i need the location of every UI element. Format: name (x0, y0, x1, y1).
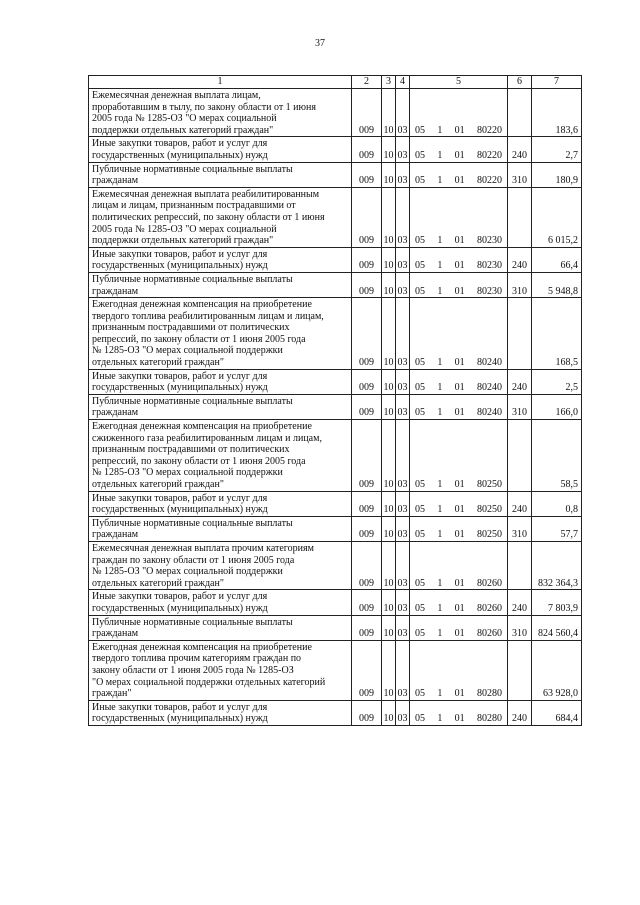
cell-c4: 03 (396, 369, 410, 394)
row-name-line: государственных (муниципальных) нужд (92, 382, 268, 394)
row-name (89, 420, 352, 492)
table-row (89, 700, 582, 725)
cell-amount: 6 015,2 (532, 187, 582, 247)
target-article-part: 01 (454, 285, 465, 297)
target-article-part: 05 (415, 235, 425, 247)
cell-c2: 009 (352, 369, 382, 394)
target-article-part: 05 (415, 688, 425, 700)
target-article-part: 05 (415, 175, 425, 187)
cell-target-article (410, 541, 508, 589)
table-row (89, 272, 582, 297)
target-article-part: 01 (454, 577, 465, 589)
cell-expense-type: 240 (508, 369, 532, 394)
target-article-part: 01 (454, 149, 465, 161)
cell-target-article (410, 491, 508, 516)
cell-c3: 10 (382, 162, 396, 187)
row-name-line: гражданам (92, 175, 139, 187)
page-number: 37 (315, 38, 325, 49)
target-article-part: 01 (454, 688, 465, 700)
cell-c3: 10 (382, 491, 396, 516)
cell-amount: 824 560,4 (532, 615, 582, 640)
cell-amount: 63 928,0 (532, 640, 582, 700)
target-article-part: 05 (415, 407, 425, 419)
row-name-line: Ежемесячная денежная выплата лицам, (92, 90, 261, 101)
cell-c3: 10 (382, 272, 396, 297)
cell-amount: 2,7 (532, 137, 582, 162)
target-article-part: 1 (437, 124, 443, 136)
row-name-line: репрессий, по закону области от 1 июня 2005 года (92, 333, 306, 345)
row-name (89, 187, 352, 247)
row-name-line: Иные закупки товаров, работ и услуг для (92, 492, 268, 504)
cell-amount: 57,7 (532, 516, 582, 541)
target-article-part: 1 (437, 628, 443, 640)
table-row (89, 491, 582, 516)
row-name-line: проработавшим в тылу, по закону области от 1 июня (92, 101, 316, 113)
row-name-line: признанным пострадавшими от политических (92, 322, 290, 334)
cell-expense-type: 310 (508, 516, 532, 541)
table-row (89, 89, 582, 137)
cell-c3: 10 (382, 137, 396, 162)
target-article-part: 1 (437, 235, 443, 247)
row-name (89, 700, 352, 725)
cell-expense-type: 240 (508, 137, 532, 162)
target-article-part: 1 (437, 529, 443, 541)
cell-expense-type: 240 (508, 700, 532, 725)
row-name-line: гражданам (92, 529, 139, 541)
row-name-line: государственных (муниципальных) нужд (92, 260, 268, 272)
cell-expense-type: 310 (508, 394, 532, 419)
cell-expense-type (508, 640, 532, 700)
row-name-line: гражданам (92, 628, 139, 640)
cell-c4: 03 (396, 640, 410, 700)
cell-c3: 10 (382, 640, 396, 700)
row-name (89, 516, 352, 541)
cell-amount: 66,4 (532, 247, 582, 272)
column-header: 5 (410, 76, 508, 89)
target-article-part: 80240 (476, 357, 502, 369)
cell-c2: 009 (352, 298, 382, 370)
row-name (89, 541, 352, 589)
target-article-part: 80280 (476, 688, 502, 700)
cell-amount: 684,4 (532, 700, 582, 725)
cell-target-article (410, 298, 508, 370)
row-name-line: государственных (муниципальных) нужд (92, 504, 268, 516)
target-article-part: 80250 (476, 479, 502, 490)
cell-expense-type (508, 420, 532, 492)
target-article-part: 05 (415, 529, 425, 541)
row-name-line: отдельных категорий граждан" (92, 357, 224, 369)
cell-c2: 009 (352, 541, 382, 589)
target-article-part: 01 (454, 529, 465, 541)
cell-target-article (410, 247, 508, 272)
row-name-line: 2005 года № 1285-ОЗ "О мерах социальной (92, 223, 277, 235)
table-row (89, 420, 582, 492)
row-name-line: № 1285-ОЗ "О мерах социальной поддержки (92, 566, 283, 578)
cell-c2: 009 (352, 700, 382, 725)
row-name-line: лицам и лицам, признанным пострадавшими от (92, 200, 296, 212)
cell-c4: 03 (396, 516, 410, 541)
target-article-part: 05 (415, 124, 425, 136)
target-article-part: 01 (454, 382, 465, 394)
cell-target-article (410, 162, 508, 187)
target-article-part: 1 (437, 713, 443, 725)
cell-c3: 10 (382, 615, 396, 640)
cell-target-article (410, 516, 508, 541)
row-name-line: Публичные нормативные социальные выплаты (92, 273, 293, 285)
cell-c2: 009 (352, 615, 382, 640)
cell-amount: 832 364,3 (532, 541, 582, 589)
cell-c4: 03 (396, 615, 410, 640)
cell-target-article (410, 615, 508, 640)
row-name (89, 615, 352, 640)
cell-c3: 10 (382, 516, 396, 541)
cell-target-article (410, 272, 508, 297)
cell-amount: 180,9 (532, 162, 582, 187)
cell-c2: 009 (352, 590, 382, 615)
target-article-part: 80240 (476, 382, 502, 394)
target-article-part: 05 (415, 628, 425, 640)
row-name (89, 162, 352, 187)
table-row (89, 369, 582, 394)
row-name-line: Иные закупки товаров, работ и услуг для (92, 248, 268, 260)
column-header: 6 (508, 76, 532, 89)
row-name-line: закону области от 1 июня 2005 года № 1285-ОЗ (92, 664, 294, 676)
row-name-line: признанным пострадавшими от политических (92, 444, 290, 456)
cell-c3: 10 (382, 187, 396, 247)
target-article-part: 01 (454, 479, 465, 490)
table-row (89, 187, 582, 247)
cell-c3: 10 (382, 298, 396, 370)
cell-c3: 10 (382, 394, 396, 419)
cell-c4: 03 (396, 187, 410, 247)
target-article-part: 05 (415, 149, 425, 161)
cell-c4: 03 (396, 541, 410, 589)
cell-c3: 10 (382, 541, 396, 589)
row-name-line: гражданам (92, 285, 139, 297)
cell-c2: 009 (352, 187, 382, 247)
table-row (89, 394, 582, 419)
row-name-line: Публичные нормативные социальные выплаты (92, 616, 293, 628)
cell-c4: 03 (396, 162, 410, 187)
target-article-part: 05 (415, 479, 425, 490)
target-article-part: 1 (437, 577, 443, 589)
table-row (89, 541, 582, 589)
cell-expense-type (508, 187, 532, 247)
cell-amount: 0,8 (532, 491, 582, 516)
cell-amount: 5 948,8 (532, 272, 582, 297)
table-row (89, 516, 582, 541)
row-name (89, 491, 352, 516)
budget-table (88, 75, 582, 726)
cell-c4: 03 (396, 420, 410, 492)
table-row (89, 162, 582, 187)
row-name-line: Иные закупки товаров, работ и услуг для (92, 138, 268, 150)
cell-expense-type: 240 (508, 590, 532, 615)
cell-c4: 03 (396, 137, 410, 162)
cell-expense-type (508, 89, 532, 137)
cell-c2: 009 (352, 491, 382, 516)
cell-c3: 10 (382, 700, 396, 725)
cell-c3: 10 (382, 590, 396, 615)
row-name (89, 247, 352, 272)
table-header-row (89, 76, 582, 89)
row-name-line: государственных (муниципальных) нужд (92, 149, 268, 161)
cell-c2: 009 (352, 89, 382, 137)
target-article-part: 1 (437, 175, 443, 187)
cell-expense-type: 240 (508, 491, 532, 516)
target-article-part: 05 (415, 285, 425, 297)
cell-c4: 03 (396, 491, 410, 516)
table-row (89, 137, 582, 162)
cell-c4: 03 (396, 590, 410, 615)
cell-target-article (410, 590, 508, 615)
target-article-part: 1 (437, 479, 443, 490)
row-name-line: Ежемесячная денежная выплата реабилитированным (92, 188, 320, 200)
row-name (89, 89, 352, 137)
table-row (89, 247, 582, 272)
row-name-line: Публичные нормативные социальные выплаты (92, 517, 293, 529)
row-name-line: Публичные нормативные социальные выплаты (92, 163, 293, 175)
cell-c3: 10 (382, 420, 396, 492)
row-name-line: 2005 года № 1285-ОЗ "О мерах социальной (92, 113, 277, 125)
cell-c2: 009 (352, 394, 382, 419)
target-article-part: 1 (437, 260, 443, 272)
target-article-part: 80220 (476, 149, 502, 161)
row-name-line: государственных (муниципальных) нужд (92, 713, 268, 725)
row-name-line: политических репрессий, по закону области от 1 июня (92, 211, 325, 223)
column-header: 4 (396, 76, 410, 89)
row-name-line: Иные закупки товаров, работ и услуг для (92, 370, 268, 382)
cell-c2: 009 (352, 516, 382, 541)
cell-c4: 03 (396, 700, 410, 725)
target-article-part: 80260 (476, 577, 502, 589)
row-name-line: отдельных категорий граждан" (92, 577, 224, 589)
cell-expense-type (508, 541, 532, 589)
target-article-part: 01 (454, 602, 465, 614)
cell-c4: 03 (396, 272, 410, 297)
cell-amount: 7 803,9 (532, 590, 582, 615)
table-row (89, 298, 582, 370)
target-article-part: 01 (454, 713, 465, 725)
cell-target-article (410, 369, 508, 394)
target-article-part: 1 (437, 602, 443, 614)
row-name-line: Публичные нормативные социальные выплаты (92, 395, 293, 407)
target-article-part: 05 (415, 713, 425, 725)
target-article-part: 01 (454, 175, 465, 187)
row-name-line: репрессий, по закону области от 1 июня 2005 года (92, 455, 306, 467)
row-name-line: поддержки отдельных категорий граждан" (92, 124, 274, 136)
cell-c4: 03 (396, 394, 410, 419)
target-article-part: 80230 (476, 285, 502, 297)
target-article-part: 01 (454, 407, 465, 419)
target-article-part: 80230 (476, 235, 502, 247)
target-article-part: 80260 (476, 602, 502, 614)
column-header: 3 (382, 76, 396, 89)
target-article-part: 01 (454, 260, 465, 272)
cell-c3: 10 (382, 369, 396, 394)
row-name (89, 137, 352, 162)
target-article-part: 01 (454, 628, 465, 640)
target-article-part: 80280 (476, 713, 502, 725)
cell-amount: 58,5 (532, 420, 582, 492)
cell-expense-type (508, 298, 532, 370)
column-header: 2 (352, 76, 382, 89)
cell-expense-type: 310 (508, 162, 532, 187)
row-name-line: Ежегодная денежная компенсация на приобретение (92, 421, 312, 433)
cell-target-article (410, 420, 508, 492)
cell-amount: 166,0 (532, 394, 582, 419)
target-article-part: 01 (454, 124, 465, 136)
target-article-part: 80250 (476, 529, 502, 541)
target-article-part: 1 (437, 357, 443, 369)
target-article-part: 05 (415, 602, 425, 614)
row-name (89, 369, 352, 394)
target-article-part: 05 (415, 382, 425, 394)
cell-c2: 009 (352, 420, 382, 492)
row-name (89, 272, 352, 297)
target-article-part: 80260 (476, 628, 502, 640)
row-name-line: отдельных категорий граждан" (92, 479, 224, 490)
target-article-part: 1 (437, 688, 443, 700)
target-article-part: 01 (454, 357, 465, 369)
target-article-part: 01 (454, 504, 465, 516)
row-name-line: граждан по закону области от 1 июня 2005 года (92, 554, 295, 566)
cell-amount: 183,6 (532, 89, 582, 137)
cell-c2: 009 (352, 640, 382, 700)
row-name-line: "О мерах социальной поддержки отдельных категорий (92, 676, 326, 688)
cell-c3: 10 (382, 89, 396, 137)
row-name-line: сжиженного газа реабилитированным лицам и лицам, (92, 432, 322, 444)
row-name-line: № 1285-ОЗ "О мерах социальной поддержки (92, 467, 283, 479)
target-article-part: 05 (415, 504, 425, 516)
cell-amount: 168,5 (532, 298, 582, 370)
target-article-part: 05 (415, 357, 425, 369)
cell-c4: 03 (396, 247, 410, 272)
cell-expense-type: 310 (508, 615, 532, 640)
cell-expense-type: 240 (508, 247, 532, 272)
table-row (89, 640, 582, 700)
target-article-part: 05 (415, 577, 425, 589)
target-article-part: 80250 (476, 504, 502, 516)
row-name-line: государственных (муниципальных) нужд (92, 602, 268, 614)
row-name-line: поддержки отдельных категорий граждан" (92, 235, 274, 247)
cell-c4: 03 (396, 298, 410, 370)
row-name-line: Ежегодная денежная компенсация на приобретение (92, 299, 312, 311)
target-article-part: 1 (437, 504, 443, 516)
row-name (89, 394, 352, 419)
cell-c2: 009 (352, 272, 382, 297)
target-article-part: 01 (454, 235, 465, 247)
row-name-line: Ежегодная денежная компенсация на приобретение (92, 641, 312, 653)
table-row (89, 590, 582, 615)
target-article-part: 80220 (476, 175, 502, 187)
cell-amount: 2,5 (532, 369, 582, 394)
row-name (89, 298, 352, 370)
cell-c3: 10 (382, 247, 396, 272)
target-article-part: 1 (437, 407, 443, 419)
row-name-line: гражданам (92, 407, 139, 419)
table-row (89, 615, 582, 640)
target-article-part: 80230 (476, 260, 502, 272)
cell-target-article (410, 640, 508, 700)
row-name (89, 640, 352, 700)
cell-target-article (410, 187, 508, 247)
cell-c4: 03 (396, 89, 410, 137)
target-article-part: 1 (437, 285, 443, 297)
row-name-line: граждан" (92, 688, 132, 700)
target-article-part: 1 (437, 149, 443, 161)
column-header: 7 (532, 76, 582, 89)
row-name-line: твердого топлива реабилитированным лицам и лицам, (92, 310, 324, 322)
cell-expense-type: 310 (508, 272, 532, 297)
column-header: 1 (89, 76, 352, 89)
cell-target-article (410, 394, 508, 419)
cell-target-article (410, 89, 508, 137)
row-name-line: Иные закупки товаров, работ и услуг для (92, 591, 268, 603)
row-name-line: Ежемесячная денежная выплата прочим категориям (92, 542, 314, 554)
target-article-part: 80220 (476, 124, 502, 136)
target-article-part: 80240 (476, 407, 502, 419)
cell-c2: 009 (352, 137, 382, 162)
cell-c2: 009 (352, 247, 382, 272)
cell-target-article (410, 700, 508, 725)
row-name-line: твердого топлива прочим категориям граждан по (92, 653, 302, 665)
row-name-line: Иные закупки товаров, работ и услуг для (92, 701, 268, 713)
row-name-line: № 1285-ОЗ "О мерах социальной поддержки (92, 345, 283, 357)
cell-c2: 009 (352, 162, 382, 187)
cell-target-article (410, 137, 508, 162)
target-article-part: 1 (437, 382, 443, 394)
target-article-part: 05 (415, 260, 425, 272)
row-name (89, 590, 352, 615)
